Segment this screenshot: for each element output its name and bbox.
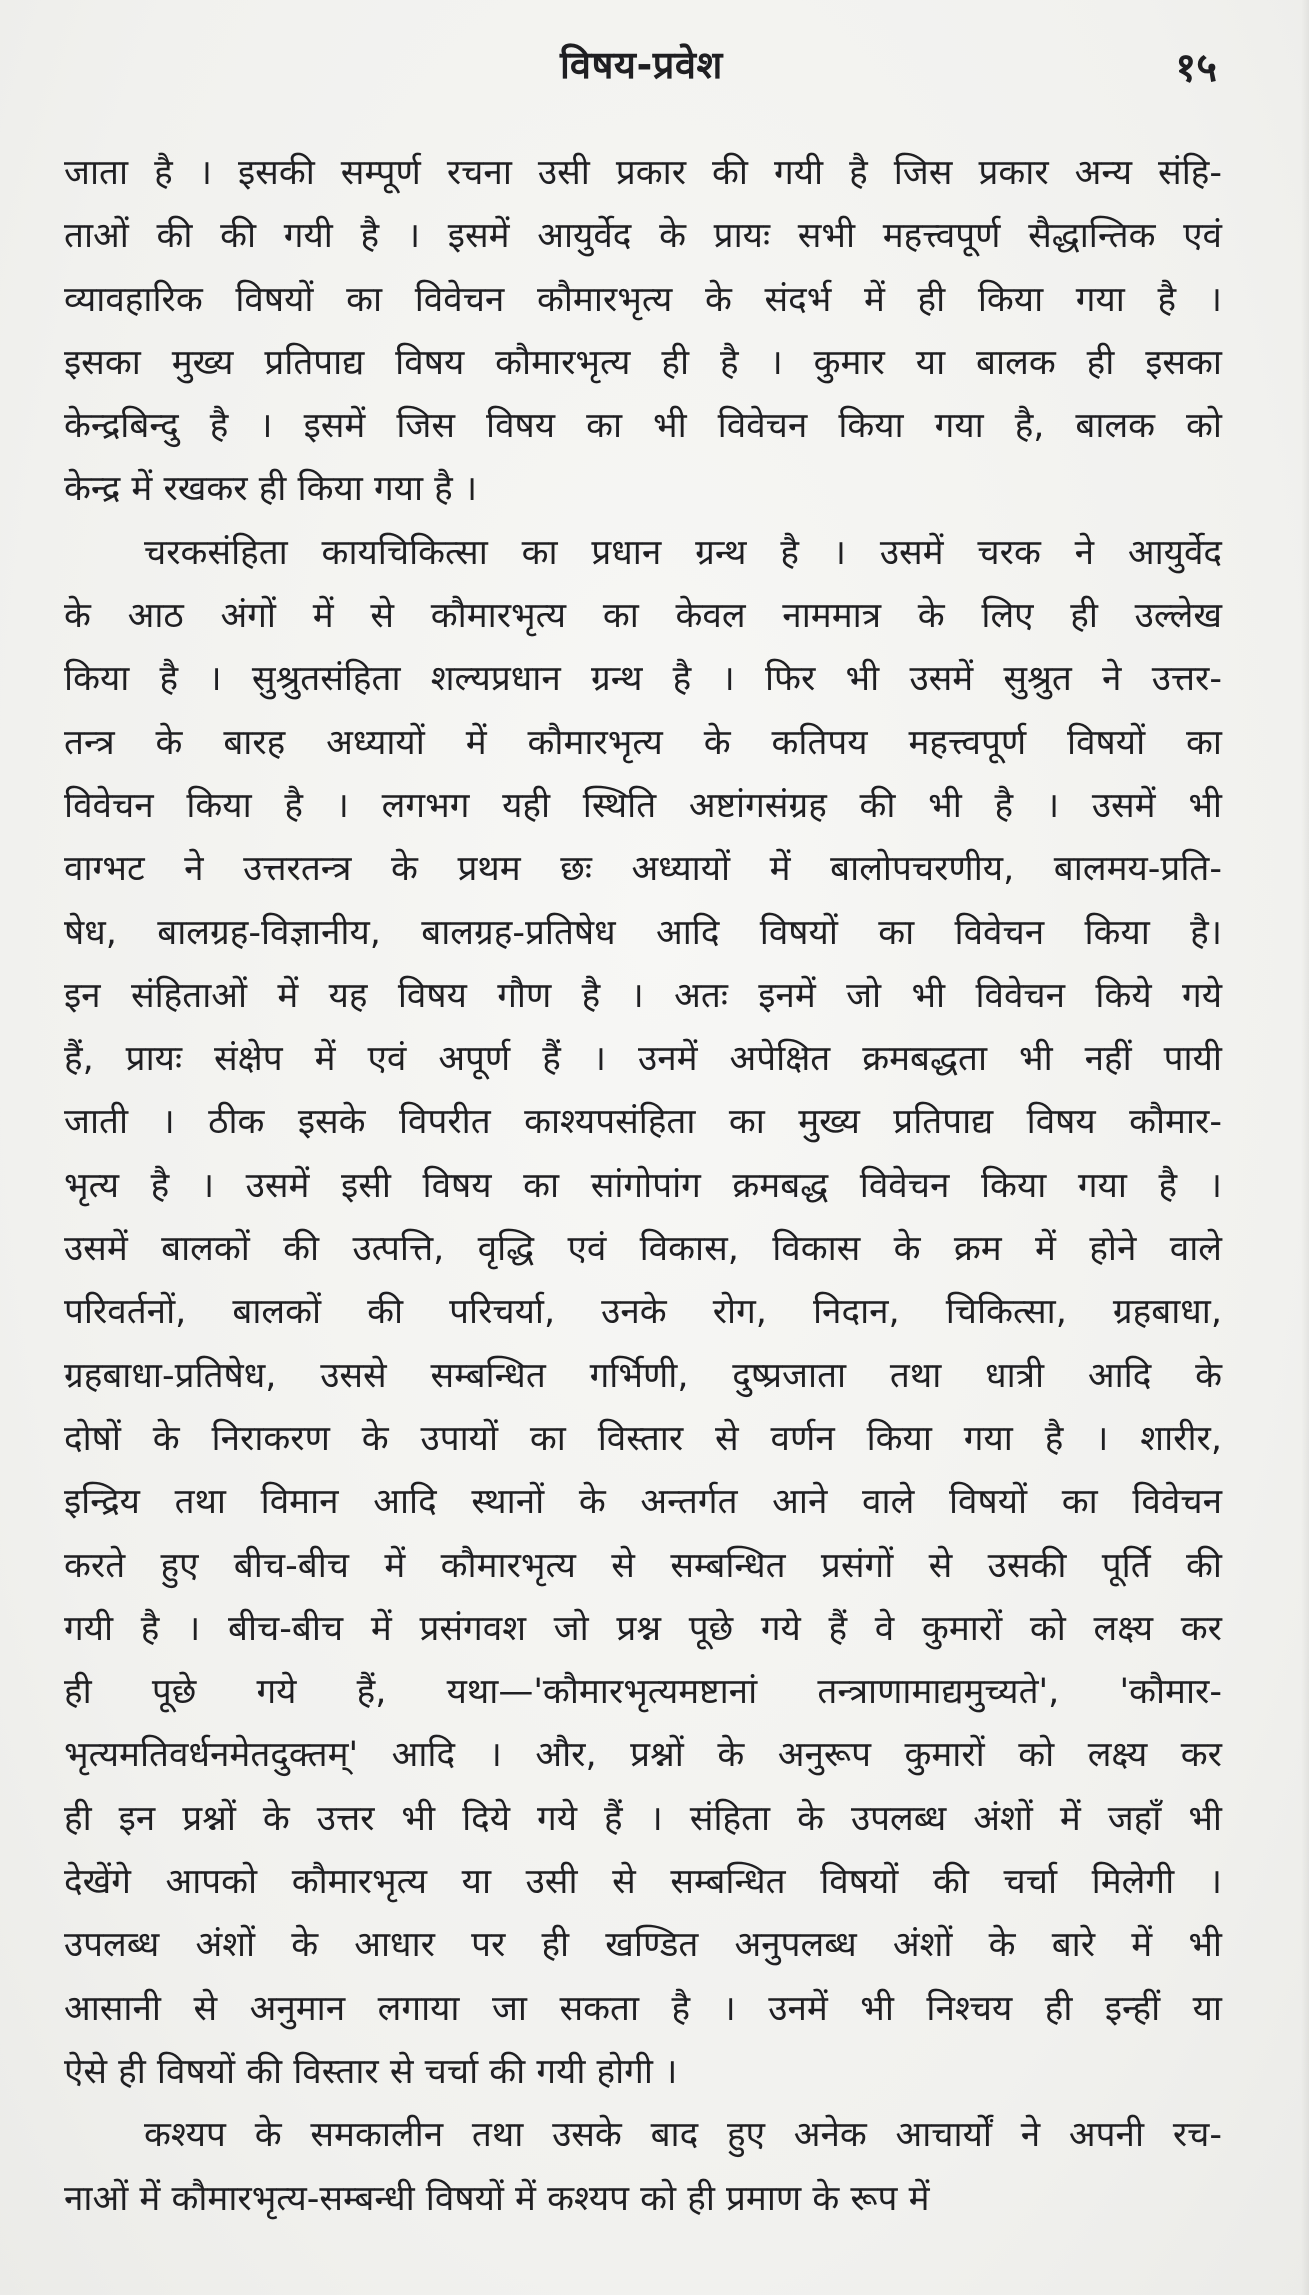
text-line: भृत्यमतिवर्धनमेतदुक्तम्' आदि । और, प्रश्नों के अनुरूप कुमारों को लक्ष्य कर [64, 1735, 1222, 1776]
text-line: चरकसंहिता कायचिकित्सा का प्रधान ग्रन्थ है । उसमें चरक ने आयुर्वेद [144, 532, 1222, 573]
page-edge-shadow [1301, 0, 1309, 2295]
text-line: के आठ अंगों में से कौमारभृत्य का केवल नाममात्र के लिए ही उल्लेख [64, 596, 1222, 637]
text-line: नाओं में कौमारभृत्य-सम्बन्धी विषयों में कश्यप को ही प्रमाण के रूप में [64, 2178, 930, 2219]
running-head [0, 34, 1309, 94]
text-line: करते हुए बीच-बीच में कौमारभृत्य से सम्बन्धित प्रसंगों से उसकी पूर्ति की [64, 1545, 1222, 1586]
text-line: ही इन प्रश्नों के उत्तर भी दिये गये हैं । संहिता के उपलब्ध अंशों में जहाँ भी [64, 1798, 1222, 1839]
text-line: उसमें बालकों की उत्पत्ति, वृद्धि एवं विकास, विकास के क्रम में होने वाले [64, 1229, 1222, 1270]
text-line: किया है । सुश्रुतसंहिता शल्यप्रधान ग्रन्थ है । फिर भी उसमें सुश्रुत ने उत्तर- [64, 659, 1222, 700]
running-title: विषय-प्रवेश [560, 43, 723, 87]
text-line: आसानी से अनुमान लगाया जा सकता है । उनमें भी निश्चय ही इन्हीं या [64, 1988, 1223, 2029]
text-line: जाती । ठीक इसके विपरीत काश्यपसंहिता का मुख्य प्रतिपाद्य विषय कौमार- [64, 1102, 1222, 1143]
text-line: उपलब्ध अंशों के आधार पर ही खण्डित अनुपलब्ध अंशों के बारे में भी [64, 1925, 1222, 1966]
text-line: परिवर्तनों, बालकों की परिचर्या, उनके रोग, निदान, चिकित्सा, ग्रहबाधा, [64, 1292, 1222, 1333]
text-line: हैं, प्रायः संक्षेप में एवं अपूर्ण हैं । उनमें अपेक्षित क्रमबद्धता भी नहीं पायी [64, 1039, 1222, 1080]
page-number: १५ [1175, 45, 1217, 91]
text-line: इसका मुख्य प्रतिपाद्य विषय कौमारभृत्य ही है । कुमार या बालक ही इसका [64, 342, 1222, 383]
text-line: तन्त्र के बारह अध्यायों में कौमारभृत्य के कतिपय महत्त्वपूर्ण विषयों का [64, 722, 1222, 763]
text-line: देखेंगे आपको कौमारभृत्य या उसी से सम्बन्धित विषयों की चर्चा मिलेगी । [64, 1862, 1222, 1903]
text-line: इन्द्रिय तथा विमान आदि स्थानों के अन्तर्गत आने वाले विषयों का विवेचन [64, 1482, 1222, 1523]
text-line: ग्रहबाधा-प्रतिषेध, उससे सम्बन्धित गर्भिणी, दुष्प्रजाता तथा धात्री आदि के [64, 1355, 1222, 1396]
text-line: गयी है । बीच-बीच में प्रसंगवश जो प्रश्न पूछे गये हैं वे कुमारों को लक्ष्य कर [64, 1608, 1222, 1649]
paragraph [64, 142, 1222, 522]
text-line: व्यावहारिक विषयों का विवेचन कौमारभृत्य के संदर्भ में ही किया गया है । [64, 279, 1222, 320]
paragraph [64, 522, 1222, 2104]
text-line: केन्द्र में रखकर ही किया गया है । [64, 469, 478, 510]
text-line: कश्यप के समकालीन तथा उसके बाद हुए अनेक आचार्यों ने अपनी रच- [144, 2115, 1222, 2156]
body-text [64, 142, 1222, 2231]
text-line: केन्द्रबिन्दु है । इसमें जिस विषय का भी विवेचन किया गया है, बालक को [64, 406, 1222, 447]
text-line: दोषों के निराकरण के उपायों का विस्तार से वर्णन किया गया है । शारीर, [64, 1418, 1222, 1459]
text-line: षेध, बालग्रह-विज्ञानीय, बालग्रह-प्रतिषेध आदि विषयों का विवेचन किया है। [64, 912, 1222, 953]
text-line: ऐसे ही विषयों की विस्तार से चर्चा की गयी होगी । [64, 2051, 678, 2092]
text-line: जाता है । इसकी सम्पूर्ण रचना उसी प्रकार की गयी है जिस प्रकार अन्य संहि- [64, 153, 1222, 193]
text-line: इन संहिताओं में यह विषय गौण है । अतः इनमें जो भी विवेचन किये गये [64, 975, 1222, 1016]
paragraph [64, 2104, 1222, 2231]
text-line: भृत्य है । उसमें इसी विषय का सांगोपांग क्रमबद्ध विवेचन किया गया है । [64, 1165, 1222, 1206]
text-line: विवेचन किया है । लगभग यही स्थिति अष्टांगसंग्रह की भी है । उसमें भी [64, 785, 1222, 826]
text-line: वाग्भट ने उत्तरतन्त्र के प्रथम छः अध्यायों में बालोपचरणीय, बालमय-प्रति- [64, 849, 1222, 890]
text-line: ही पूछे गये हैं, यथा—'कौमारभृत्यमष्टानां तन्त्राणामाद्यमुच्यते', 'कौमार- [64, 1672, 1222, 1713]
text-line: ताओं की की गयी है । इसमें आयुर्वेद के प्रायः सभी महत्त्वपूर्ण सैद्धान्तिक एवं [64, 216, 1222, 257]
